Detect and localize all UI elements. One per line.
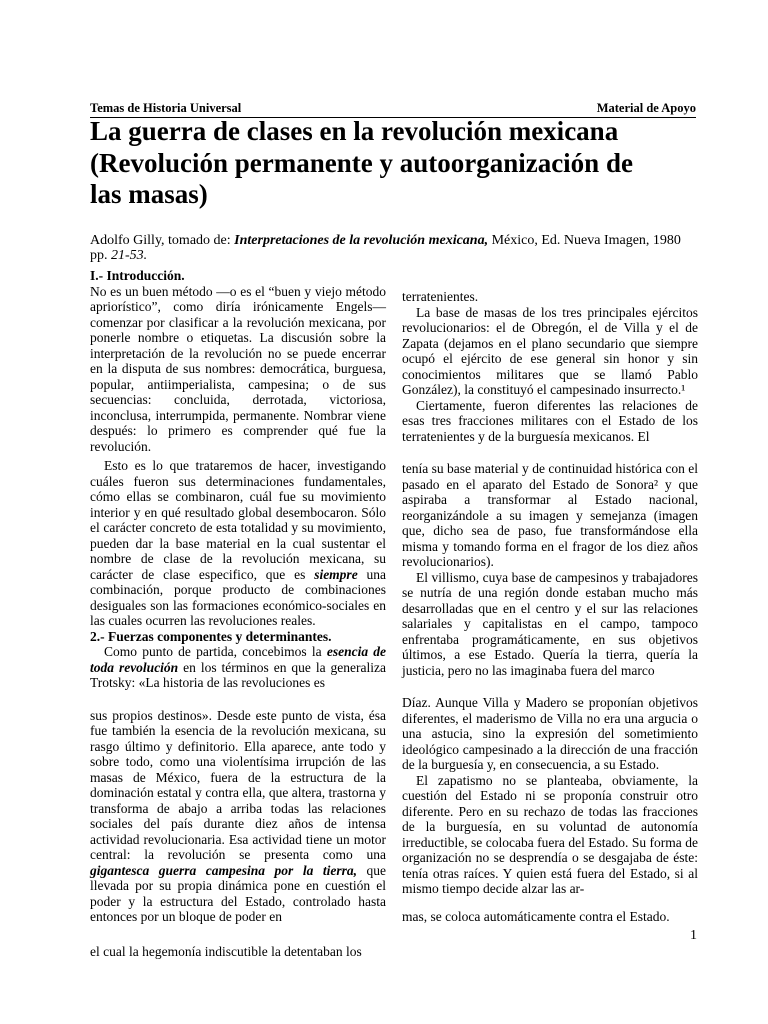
paragraph: el cual la hegemonía indiscutible la detentaban los bbox=[90, 943, 362, 959]
paragraph: El villismo, cuya base de campesinos y trabajadores se nutría de una región donde estaban mucho más desarrolladas que en el centro y el sur las relaciones salariales y capitalistas en el campo, tampoco enfrentaba programáticamente, en sus objetivos últimos, a ese Estado. Quería la tierra, quería la justicia, pero no las imaginaba fuera del marco bbox=[402, 569, 698, 678]
source-citation bbox=[90, 234, 696, 263]
source-details: México, Ed. Nueva Imagen, 1980 pp. bbox=[90, 233, 681, 263]
paragraph: La base de masas de los tres principales ejércitos revolucionarios: el de Obregón, el de Villa y el de Zapata (dejamos en el plano secundario que siempre ocupó el ejército de ese general sin honor y sin conocimientos militares que se llamó Pablo González), la constituyó el campesinado insurrecto.¹ bbox=[402, 304, 698, 397]
paragraph: mas, se coloca automáticamente contra el Estado. bbox=[402, 908, 670, 924]
title-line-1: La guerra de clases en la revolución mexicana bbox=[90, 116, 619, 146]
author: Adolfo Gilly bbox=[90, 233, 162, 248]
section-heading-forces: 2.- Fuerzas componentes y determinantes. bbox=[90, 628, 332, 644]
header-course: Temas de Historia Universal bbox=[90, 101, 242, 115]
source-pages: 21-53. bbox=[111, 247, 148, 263]
paragraph: sus propios destinos». Desde este punto de vista, ésa fue también la esencia de la revolución mexicana, su rasgo último y definitorio. Ella aparece, ante todo y sobre todo, como una violentísima irrupción de las masas de México, fuera de la estructura de la dominación estatal y contra ella, que altera, trastorna y transforma de abajo a arriba todas las relaciones sociales del país durante diez años de intensa actividad revolucionaria. Esa actividad tiene un motor central: la revolución se presenta como una gigantesca guerra campesina por la tierra, que llevada por su propia dinámica pone en cuestión el poder y la estructura del Estado, controlado hasta entonces por un bloque de poder en bbox=[90, 707, 387, 924]
paragraph: Díaz. Aunque Villa y Madero se proponían objetivos diferentes, el maderismo de Villa no era una argucia o una astucia, sino la expresión del sometimiento ideológico campesinado a la dirección de una fracción de la burguesía y, en consecuencia, a su Estado. bbox=[402, 695, 698, 772]
emphasis: gigantesca guerra campesina por la tierra, bbox=[90, 862, 357, 878]
page-number: 1 bbox=[690, 928, 697, 943]
title-line-3: las masas) bbox=[90, 179, 208, 210]
paragraph: Esto es lo que trataremos de hacer, investigando cuáles fueron sus determinaciones fundamentales, cómo ellas se combinaron, cuál fue su movimiento interior y en qué resultado global desembocaron. Sólo el carácter concreto de esta totalidad y su movimiento, pueden dar la base material en la cual sustentar el nombre de clase de la revolución mexicana, su carácter de clase especifico, que es siempre una combinación, porque producto de combinaciones desiguales son las formaciones económico-sociales en las cuales ocurren las revoluciones reales. bbox=[90, 458, 387, 628]
section-heading-intro: I.- Introducción. bbox=[90, 268, 185, 283]
paragraph: No es un buen método —o es el “buen y viejo método apriorístico”, como diría irónicamente Engels— comenzar por clasificar a la revolución mexicana, por ponerle nombre o etiquetas. La discusión sobre la interpretación de la revolución no se puede encerrar en la disputa de sus nombres: democrática, burguesa, popular, antiimperialista, campesina; o de sus secuencias: concluida, derrotada, victoriosa, inconclusa, interrumpida, permanente. Nombrar viene después: lo primero es comprender qué fue la revolución. bbox=[90, 283, 386, 454]
left-column bbox=[90, 268, 386, 959]
paragraph: Ciertamente, fueron diferentes las relaciones de esas tres fracciones militares con el Estado de los terratenientes y de la burguesía mexicanos. El bbox=[402, 397, 698, 444]
running-header bbox=[90, 101, 696, 116]
emphasis: siempre bbox=[314, 566, 358, 582]
source-journal: Interpretaciones de la revolución mexicana, bbox=[234, 233, 489, 248]
paragraph: terratenientes. bbox=[402, 289, 479, 304]
paragraph: Como punto de partida, concebimos la esencia de toda revolución en los términos en que la generaliza Trotsky: «La historia de las revoluciones es bbox=[90, 644, 387, 690]
paragraph: El zapatismo no se planteaba, obviamente, la cuestión del Estado ni se proponía construir otro diferente. Pero en su rechazo de todas las fracciones de la burguesía, en su voluntad de autonomía irreductible, se colocaba fuera del Estado. Su forma de organización no se desprendía o se desgajaba de éste: tenía otras raíces. Y quien está fuera del Estado, si al mismo tiempo decide alzar las ar- bbox=[402, 772, 698, 896]
source-prefix: , tomado de: bbox=[161, 233, 235, 248]
paragraph: tenía su base material y de continuidad histórica con el pasado en el aparato del Estado de Sonora² y que aspiraba a transformar al Estado nacional, reorganizándole a su imagen y semejanza (imagen que, dicho sea de paso, fue transformándose ella misma y tomando forma en el fragor de los diez años revolucionarios). bbox=[402, 461, 698, 569]
header-material: Material de Apoyo bbox=[596, 101, 696, 115]
page-title bbox=[90, 116, 700, 211]
emphasis: esencia de toda revolución bbox=[90, 644, 387, 675]
title-line-2: (Revolución permanente y autoorganización de bbox=[90, 147, 633, 178]
right-column bbox=[402, 289, 698, 924]
